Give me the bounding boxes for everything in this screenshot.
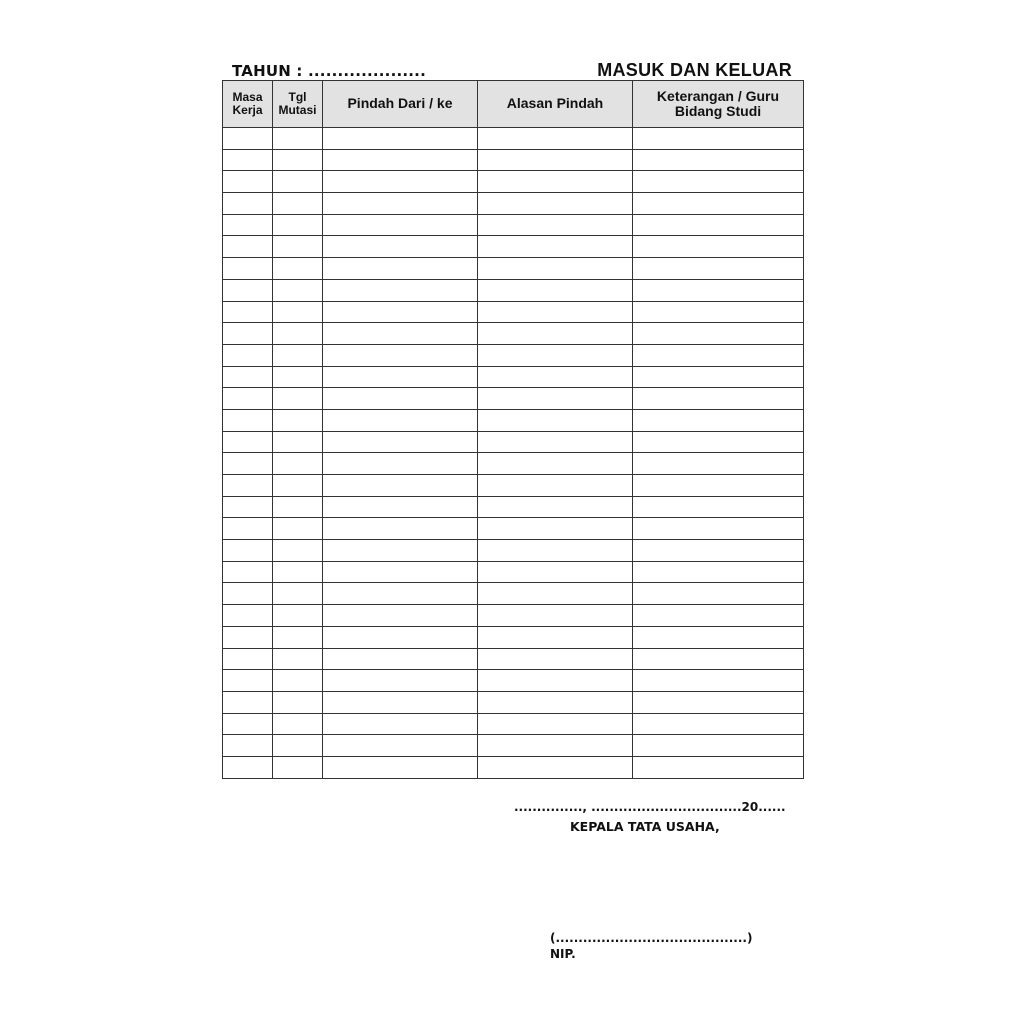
column-header-keterangan (633, 81, 804, 128)
table-row (223, 605, 804, 627)
table-cell (273, 518, 323, 540)
table-cell (323, 258, 478, 280)
table-cell (478, 605, 633, 627)
table-row (223, 214, 804, 236)
table-cell (223, 366, 273, 388)
table-cell (478, 756, 633, 778)
column-header-label: Keterangan / Guru Bidang Studi (656, 87, 780, 119)
table-header-row (223, 81, 804, 128)
table-cell (633, 366, 804, 388)
table-cell (223, 648, 273, 670)
table-cell (223, 236, 273, 258)
table-cell (633, 279, 804, 301)
table-cell (478, 713, 633, 735)
table-cell (323, 214, 478, 236)
table-cell (478, 279, 633, 301)
table-cell (273, 301, 323, 323)
table-cell (633, 496, 804, 518)
table-cell (223, 258, 273, 280)
table-cell (323, 605, 478, 627)
table-cell (223, 605, 273, 627)
table-row (223, 648, 804, 670)
signer-name-line: (..........................................) (550, 931, 753, 945)
table-cell (478, 301, 633, 323)
table-cell (323, 756, 478, 778)
table-cell (223, 171, 273, 193)
table-cell (478, 691, 633, 713)
table-cell (323, 561, 478, 583)
table-cell (273, 279, 323, 301)
column-header-pindah-dari-ke (323, 81, 478, 128)
table-row (223, 518, 804, 540)
table-cell (478, 236, 633, 258)
table-cell (223, 279, 273, 301)
table-cell (633, 756, 804, 778)
table-cell (323, 453, 478, 475)
table-cell (633, 605, 804, 627)
table-cell (478, 453, 633, 475)
table-cell (273, 236, 323, 258)
table-row (223, 323, 804, 345)
table-cell (633, 409, 804, 431)
table-cell (273, 626, 323, 648)
table-cell (633, 258, 804, 280)
table-cell (273, 193, 323, 215)
table-cell (223, 128, 273, 150)
table-cell (223, 431, 273, 453)
table-cell (633, 648, 804, 670)
table-cell (323, 323, 478, 345)
table-cell (273, 648, 323, 670)
table-cell (633, 171, 804, 193)
table-cell (223, 540, 273, 562)
form-title: MASUK DAN KELUAR (597, 60, 792, 80)
table-cell (223, 735, 273, 757)
table-row (223, 279, 804, 301)
table-cell (323, 193, 478, 215)
table-cell (633, 561, 804, 583)
table-cell (223, 756, 273, 778)
table-cell (323, 475, 478, 497)
table-cell (223, 301, 273, 323)
table-cell (273, 496, 323, 518)
table-cell (633, 713, 804, 735)
table-row (223, 344, 804, 366)
table-cell (223, 323, 273, 345)
table-cell (323, 301, 478, 323)
table-cell (273, 756, 323, 778)
table-row (223, 149, 804, 171)
table-cell (633, 128, 804, 150)
column-header-label: Alasan Pindah (506, 95, 604, 112)
year-label: TAHUN : .................... (232, 62, 426, 80)
table-cell (223, 691, 273, 713)
signer-title: KEPALA TATA USAHA, (570, 819, 720, 834)
table-cell (273, 540, 323, 562)
table-row (223, 301, 804, 323)
table-cell (633, 691, 804, 713)
table-cell (323, 279, 478, 301)
table-cell (633, 301, 804, 323)
table-cell (478, 323, 633, 345)
table-row (223, 496, 804, 518)
table-cell (273, 323, 323, 345)
table-row (223, 431, 804, 453)
table-row (223, 561, 804, 583)
table-cell (323, 496, 478, 518)
table-cell (223, 713, 273, 735)
table-cell (273, 431, 323, 453)
table-cell (633, 149, 804, 171)
table-cell (223, 561, 273, 583)
table-cell (273, 670, 323, 692)
table-cell (478, 670, 633, 692)
table-cell (323, 128, 478, 150)
table-cell (323, 388, 478, 410)
table-cell (323, 670, 478, 692)
table-cell (323, 626, 478, 648)
table-cell (633, 626, 804, 648)
table-cell (323, 149, 478, 171)
table-cell (633, 583, 804, 605)
table-cell (633, 540, 804, 562)
table-row (223, 583, 804, 605)
table-cell (478, 518, 633, 540)
table-cell (273, 691, 323, 713)
table-cell (478, 561, 633, 583)
column-header-label: Masa Kerja (232, 89, 263, 117)
nip-label: NIP. (550, 947, 576, 961)
table-cell (478, 193, 633, 215)
column-header-tgl-mutasi (273, 81, 323, 128)
table-cell (478, 540, 633, 562)
table-cell (633, 453, 804, 475)
register-table (222, 80, 804, 779)
table-cell (223, 496, 273, 518)
table-cell (323, 713, 478, 735)
table-cell (273, 561, 323, 583)
table-cell (478, 344, 633, 366)
table-row (223, 691, 804, 713)
table-cell (323, 366, 478, 388)
table-row (223, 475, 804, 497)
table-cell (633, 323, 804, 345)
table-cell (478, 648, 633, 670)
table-cell (273, 344, 323, 366)
table-cell (633, 518, 804, 540)
table-row (223, 258, 804, 280)
table-cell (633, 344, 804, 366)
table-cell (478, 735, 633, 757)
column-header-masa-kerja (223, 81, 273, 128)
table-cell (633, 735, 804, 757)
place-date-line: ..............., .................................20...... (514, 800, 786, 814)
column-header-alasan-pindah (478, 81, 633, 128)
table-cell (478, 388, 633, 410)
table-cell (223, 193, 273, 215)
table-cell (633, 236, 804, 258)
table-cell (323, 409, 478, 431)
table-cell (273, 171, 323, 193)
table-cell (273, 128, 323, 150)
table-cell (478, 366, 633, 388)
table-cell (633, 214, 804, 236)
column-header-label: Tgl Mutasi (278, 89, 317, 117)
table-cell (323, 171, 478, 193)
table-cell (223, 583, 273, 605)
table-cell (273, 713, 323, 735)
table-cell (273, 735, 323, 757)
table-cell (223, 409, 273, 431)
table-cell (273, 583, 323, 605)
table-cell (223, 518, 273, 540)
table-cell (633, 388, 804, 410)
table-cell (323, 518, 478, 540)
table-cell (273, 388, 323, 410)
table-cell (223, 453, 273, 475)
table-row (223, 236, 804, 258)
table-cell (633, 475, 804, 497)
table-row (223, 453, 804, 475)
table-row (223, 756, 804, 778)
table-cell (273, 475, 323, 497)
table-row (223, 366, 804, 388)
table-cell (323, 540, 478, 562)
table-row (223, 388, 804, 410)
table-row (223, 409, 804, 431)
table-row (223, 128, 804, 150)
table-cell (323, 691, 478, 713)
table-cell (323, 648, 478, 670)
table-cell (478, 128, 633, 150)
table-row (223, 735, 804, 757)
table-cell (478, 583, 633, 605)
table-cell (323, 236, 478, 258)
column-header-label: Pindah Dari / ke (347, 95, 453, 112)
table-cell (223, 670, 273, 692)
table-cell (223, 214, 273, 236)
table-cell (478, 409, 633, 431)
table-cell (323, 344, 478, 366)
table-cell (323, 583, 478, 605)
table-cell (323, 431, 478, 453)
table-row (223, 171, 804, 193)
table-cell (273, 409, 323, 431)
table-cell (223, 344, 273, 366)
table-cell (223, 388, 273, 410)
table-cell (478, 626, 633, 648)
table-cell (478, 258, 633, 280)
table-cell (273, 605, 323, 627)
table-row (223, 670, 804, 692)
table-cell (478, 214, 633, 236)
table-cell (223, 475, 273, 497)
table-row (223, 713, 804, 735)
table-cell (478, 171, 633, 193)
table-cell (273, 453, 323, 475)
table-cell (273, 366, 323, 388)
table-cell (273, 258, 323, 280)
register-table-body (223, 128, 804, 779)
table-row (223, 540, 804, 562)
table-cell (478, 496, 633, 518)
table-cell (273, 214, 323, 236)
table-cell (223, 149, 273, 171)
table-row (223, 626, 804, 648)
table-cell (633, 431, 804, 453)
table-cell (223, 626, 273, 648)
table-cell (633, 193, 804, 215)
table-cell (478, 431, 633, 453)
table-cell (273, 149, 323, 171)
table-cell (478, 149, 633, 171)
table-cell (478, 475, 633, 497)
table-cell (633, 670, 804, 692)
table-row (223, 193, 804, 215)
table-cell (323, 735, 478, 757)
